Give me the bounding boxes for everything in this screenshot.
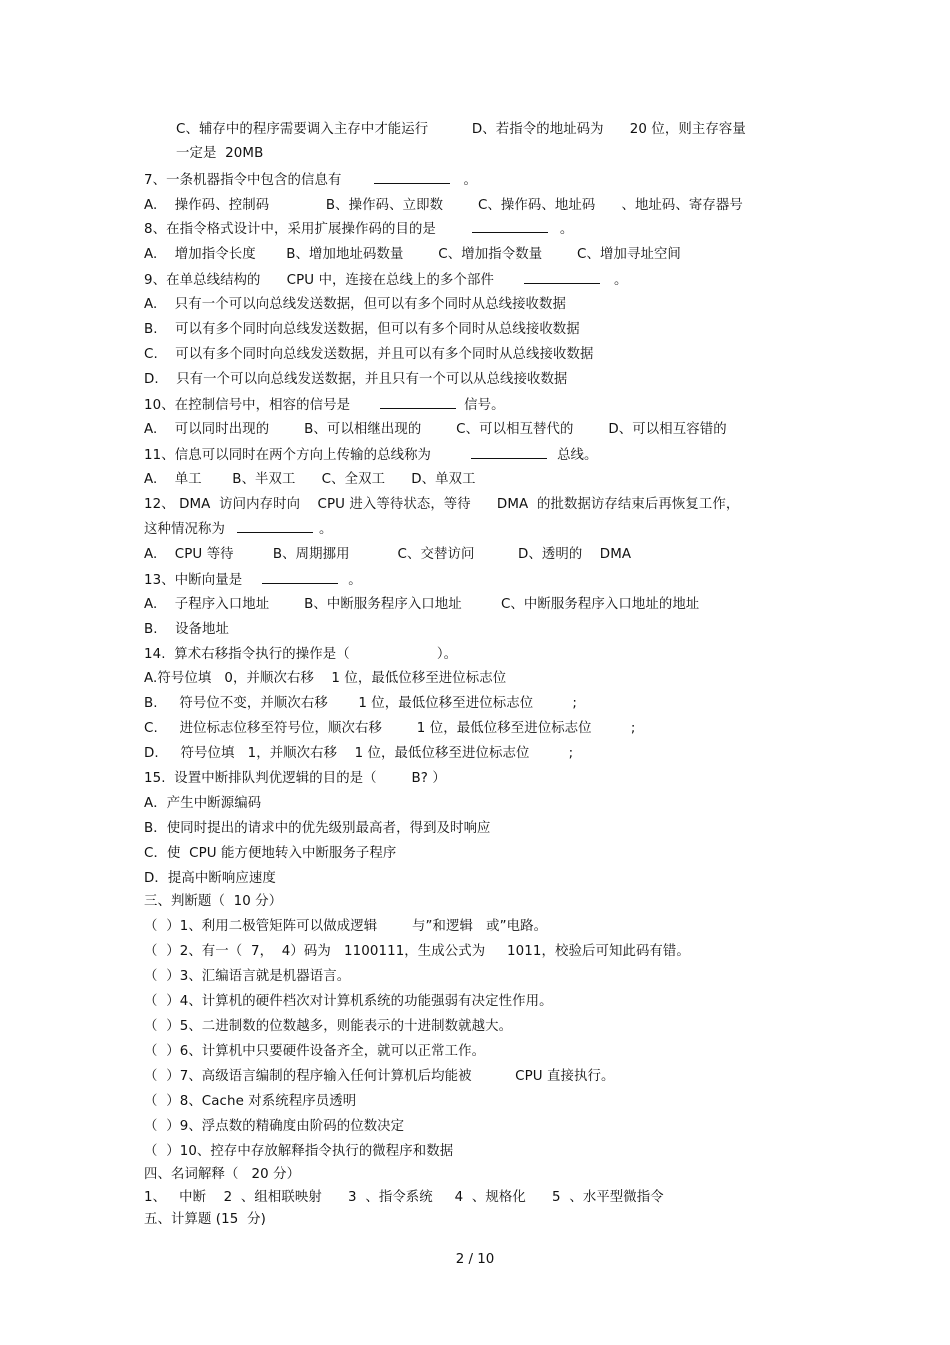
question-10 — [144, 396, 505, 415]
question-end: 。 — [463, 173, 477, 188]
question-12-cont — [144, 520, 332, 539]
question-9 — [144, 271, 627, 290]
option-line: B. 设备地址 — [144, 622, 230, 637]
option-line: 一定是 20MB — [176, 146, 264, 161]
term-list: 1、 中断 2 、组相联映射 3 、指令系统 4 、规格化 5 、水平型微指令 — [144, 1190, 664, 1205]
answer-blank — [262, 571, 338, 584]
page-number: 2 / 10 — [455, 1252, 495, 1267]
option-line: D．提高中断响应速度 — [144, 871, 276, 886]
judgement-item: （ ）9、浮点数的精确度由阶码的位数决定 — [144, 1119, 405, 1134]
question-end: 。 — [613, 273, 628, 288]
question-7 — [144, 171, 477, 190]
answer-blank — [380, 396, 456, 409]
option-line: A.符号位填 0，并顺次右移 1 位，最低位移至进位标志位 — [144, 671, 507, 686]
section-heading: 五、计算题 (15 分) — [144, 1212, 266, 1227]
judgement-item: （ ）10、控存中存放解释指令执行的微程序和数据 — [144, 1144, 454, 1159]
answer-blank — [237, 520, 313, 533]
answer-blank — [471, 446, 547, 459]
question-text: 这种情况称为 — [144, 522, 225, 537]
answer-blank — [374, 171, 450, 184]
options-line: A. 单工 B、半双工 C、全双工 D、单双工 — [144, 472, 476, 487]
option-line: B. 可以有多个同时向总线发送数据，但可以有多个同时从总线接收数据 — [144, 322, 580, 337]
option-line: D. 只有一个可以向总线发送数据，并且只有一个可以从总线接收数据 — [144, 372, 568, 387]
question-text: 11、信息可以同时在两个方向上传输的总线称为 — [144, 448, 432, 463]
judgement-item: （ ）6、计算机中只要硬件设备齐全，就可以正常工作。 — [144, 1044, 486, 1059]
judgement-item: （ ）1、利用二极管矩阵可以做成逻辑 与”和逻辑 或”电路。 — [144, 919, 548, 934]
question-11 — [144, 446, 598, 465]
option-line: C. 进位标志位移至符号位，顺次右移 1 位，最低位移至进位标志位 ; — [144, 721, 636, 736]
judgement-item: （ ）7、高级语言编制的程序输入任何计算机后均能被 CPU 直接执行。 — [144, 1069, 615, 1084]
question-14: 14. 算术右移指令执行的操作是（ ）。 — [144, 647, 458, 662]
question-8 — [144, 220, 573, 239]
answer-blank — [472, 220, 548, 233]
question-text: 8、在指令格式设计中，采用扩展操作码的目的是 — [144, 222, 436, 237]
answer-blank — [524, 271, 600, 284]
question-end: 。 — [348, 573, 362, 588]
judgement-item: （ ）5、二进制数的位数越多，则能表示的十进制数就越大。 — [144, 1019, 513, 1034]
question-15: 15. 设置中断排队判优逻辑的目的是（ B? ） — [144, 771, 446, 786]
question-13 — [144, 571, 362, 590]
question-text: 9、在单总线结构的 CPU 中，连接在总线上的多个部件 — [144, 273, 494, 288]
question-end: 信号。 — [464, 398, 505, 413]
options-line: A. 增加指令长度 B、增加地址码数量 C、增加指令数量 C、增加寻址空间 — [144, 247, 681, 262]
judgement-item: （ ）8、Cache 对系统程序员透明 — [144, 1094, 357, 1109]
question-text: 7、一条机器指令中包含的信息有 — [144, 173, 342, 188]
options-line: A. 可以同时出现的 B、可以相继出现的 C、可以相互替代的 D、可以相互容错的 — [144, 422, 727, 437]
option-line: B．使同时提出的请求中的优先级别最高者，得到及时响应 — [144, 821, 491, 836]
question-end: 。 — [559, 222, 574, 237]
option-line: A. 只有一个可以向总线发送数据，但可以有多个同时从总线接收数据 — [144, 297, 567, 312]
option-line: A．产生中断源编码 — [144, 796, 262, 811]
judgement-item: （ ）3、汇编语言就是机器语言。 — [144, 969, 351, 984]
judgement-item: （ ）4、计算机的硬件档次对计算机系统的功能强弱有决定性作用。 — [144, 994, 553, 1009]
section-heading: 四、名词解释（ 20 分） — [144, 1167, 301, 1182]
options-line: A. 操作码、控制码 B、操作码、立即数 C、操作码、地址码 、地址码、寄存器号 — [144, 198, 743, 213]
question-text: 13、中断向量是 — [144, 573, 243, 588]
question-end: 总线。 — [557, 448, 598, 463]
options-line: A. CPU 等待 B、周期挪用 C、交替访问 D、透明的 DMA — [144, 547, 632, 562]
option-line: C、辅存中的程序需要调入主存中才能运行 D、若指令的地址码为 20 位，则主存容量 — [176, 122, 746, 137]
question-end: 。 — [318, 522, 333, 537]
option-line: C. 可以有多个同时向总线发送数据，并且可以有多个同时从总线接收数据 — [144, 347, 594, 362]
option-line: C．使 CPU 能方便地转入中断服务子程序 — [144, 846, 397, 861]
option-line: D. 符号位填 1，并顺次右移 1 位，最低位移至进位标志位 ; — [144, 746, 574, 761]
question-12: 12、 DMA 访问内存时向 CPU 进入等待状态，等待 DMA 的批数据访存结束后再恢复工作， — [144, 497, 740, 512]
options-line: A. 子程序入口地址 B、中断服务程序入口地址 C、中断服务程序入口地址的地址 — [144, 597, 700, 612]
question-text: 10、在控制信号中，相容的信号是 — [144, 398, 351, 413]
judgement-item: （ ）2、有一（ 7， 4）码为 1100111，生成公式为 1011，校验后可知此码有错。 — [144, 944, 690, 959]
option-line: B. 符号位不变，并顺次右移 1 位，最低位移至进位标志位 ; — [144, 696, 577, 711]
section-heading: 三、判断题（ 10 分） — [144, 894, 283, 909]
